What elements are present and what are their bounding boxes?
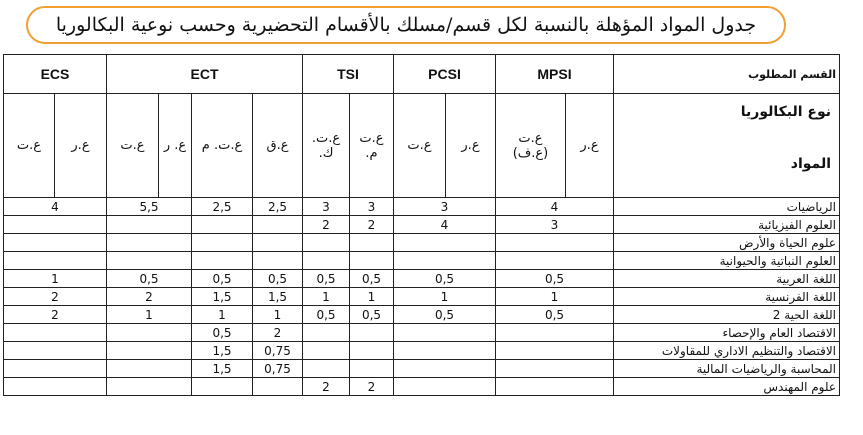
cell-ect-b: 1: [192, 306, 253, 324]
cell-mpsi: [496, 324, 614, 342]
cell-ect-c: 0,75: [253, 342, 303, 360]
subject-name: اللغة الحية 2: [614, 306, 840, 324]
section-label: القسم المطلوب: [614, 55, 840, 94]
cell-ect-a: 2: [107, 288, 192, 306]
cell-ecs: [4, 360, 107, 378]
program-ecs: ECS: [4, 55, 107, 94]
pcsi-sub-2: ع.ر: [446, 94, 496, 198]
cell-ect-b: [192, 378, 253, 396]
cell-ect-b: 0,5: [192, 270, 253, 288]
subjects-label: المواد: [790, 156, 831, 172]
cell-tsi-a: [303, 360, 350, 378]
cell-pcsi: 3: [394, 198, 496, 216]
cell-tsi-b: 0,5: [350, 306, 394, 324]
cell-pcsi: [394, 360, 496, 378]
cell-mpsi: 0,5: [496, 306, 614, 324]
subject-name: المحاسبة والرياضيات المالية: [614, 360, 840, 378]
cell-pcsi: [394, 378, 496, 396]
cell-ecs: [4, 324, 107, 342]
cell-tsi-b: [350, 342, 394, 360]
cell-ect-b: [192, 252, 253, 270]
cell-tsi-a: 1: [303, 288, 350, 306]
table-row: [4, 216, 840, 234]
cell-ect-b: 1,5: [192, 360, 253, 378]
subject-name: اللغة العربية: [614, 270, 840, 288]
cell-mpsi: [496, 378, 614, 396]
cell-ect-b: [192, 234, 253, 252]
ect-sub-1: ع.ت: [107, 94, 159, 198]
subject-name: الرياضيات: [614, 198, 840, 216]
title-text: جدول المواد المؤهلة بالنسبة لكل قسم/مسلك بالأقسام التحضيرية وحسب نوعية البكالوريا: [55, 14, 757, 36]
cell-mpsi: [496, 342, 614, 360]
cell-ect-a: [107, 360, 192, 378]
cell-ect-c: 0,75: [253, 360, 303, 378]
cell-ect-c: [253, 216, 303, 234]
cell-ect-b: 1,5: [192, 342, 253, 360]
cell-ecs: [4, 234, 107, 252]
cell-ect-c: 1: [253, 306, 303, 324]
cell-mpsi: 0,5: [496, 270, 614, 288]
cell-tsi-b: 0,5: [350, 270, 394, 288]
cell-pcsi: 4: [394, 216, 496, 234]
cell-ect-a: 5,5: [107, 198, 192, 216]
cell-tsi-b: [350, 234, 394, 252]
cell-mpsi: [496, 252, 614, 270]
table-row: [4, 252, 840, 270]
cell-ect-a: [107, 378, 192, 396]
cell-tsi-a: 2: [303, 216, 350, 234]
cell-ect-a: [107, 252, 192, 270]
program-header-row: [4, 55, 840, 94]
cell-ect-b: 2,5: [192, 198, 253, 216]
table-row: [4, 270, 840, 288]
cell-tsi-a: [303, 234, 350, 252]
cell-tsi-a: 0,5: [303, 306, 350, 324]
cell-ecs: [4, 252, 107, 270]
subject-name: العلوم الفيزيائية: [614, 216, 840, 234]
ecs-sub-1: ع.ت: [4, 94, 55, 198]
table-body: [4, 55, 840, 396]
cell-pcsi: 1: [394, 288, 496, 306]
cell-ect-b: [192, 216, 253, 234]
ect-sub-3: ع.ت. م: [192, 94, 253, 198]
program-pcsi: PCSI: [394, 55, 496, 94]
cell-ecs: [4, 378, 107, 396]
pcsi-sub-1: ع.ت: [394, 94, 446, 198]
cell-ect-c: [253, 378, 303, 396]
subject-name: علوم المهندس: [614, 378, 840, 396]
cell-ecs: 2: [4, 288, 107, 306]
table-row: [4, 324, 840, 342]
cell-tsi-b: [350, 360, 394, 378]
cell-ect-a: 0,5: [107, 270, 192, 288]
table-row: [4, 288, 840, 306]
cell-pcsi: [394, 342, 496, 360]
bac-type-label: نوع البكالوريا: [740, 104, 831, 120]
cell-mpsi: 3: [496, 216, 614, 234]
cell-ect-c: [253, 234, 303, 252]
cell-tsi-a: 0,5: [303, 270, 350, 288]
cell-tsi-b: 2: [350, 216, 394, 234]
mpsi-sub-2: ع.ر: [566, 94, 614, 198]
cell-tsi-a: [303, 324, 350, 342]
cell-ecs: 1: [4, 270, 107, 288]
bac-type-row: [4, 94, 840, 198]
cell-tsi-a: 2: [303, 378, 350, 396]
cell-ect-c: 1,5: [253, 288, 303, 306]
cell-tsi-b: [350, 252, 394, 270]
cell-pcsi: [394, 252, 496, 270]
cell-ect-b: 0,5: [192, 324, 253, 342]
cell-ect-c: 0,5: [253, 270, 303, 288]
table-row: [4, 198, 840, 216]
subject-name: الاقتصاد العام والإحصاء: [614, 324, 840, 342]
table-row: [4, 234, 840, 252]
cell-mpsi: [496, 360, 614, 378]
table-title: [26, 6, 786, 44]
mpsi-sub-1: ع.ت (ع.ف): [496, 94, 566, 198]
cell-tsi-b: 3: [350, 198, 394, 216]
cell-tsi-a: [303, 342, 350, 360]
cell-ect-b: 1,5: [192, 288, 253, 306]
cell-ect-c: 2: [253, 324, 303, 342]
table-row: [4, 360, 840, 378]
cell-ect-a: 1: [107, 306, 192, 324]
row-header-cell: [614, 94, 840, 198]
cell-pcsi: [394, 324, 496, 342]
cell-ect-a: [107, 342, 192, 360]
cell-tsi-b: 2: [350, 378, 394, 396]
ect-sub-2: ع. ر: [159, 94, 192, 198]
subject-name: اللغة الفرنسية: [614, 288, 840, 306]
cell-ect-c: 2,5: [253, 198, 303, 216]
cell-mpsi: 4: [496, 198, 614, 216]
cell-ect-c: [253, 252, 303, 270]
cell-ecs: 4: [4, 198, 107, 216]
tsi-sub-2: ع.ت م.: [350, 94, 394, 198]
cell-ecs: 2: [4, 306, 107, 324]
program-mpsi: MPSI: [496, 55, 614, 94]
cell-tsi-a: [303, 252, 350, 270]
tsi-sub-1: ع.ت. ك.: [303, 94, 350, 198]
cell-tsi-b: 1: [350, 288, 394, 306]
table-row: [4, 378, 840, 396]
ect-sub-4: ع.ق: [253, 94, 303, 198]
cell-mpsi: [496, 234, 614, 252]
cell-ect-a: [107, 234, 192, 252]
program-ect: ECT: [107, 55, 303, 94]
cell-tsi-a: 3: [303, 198, 350, 216]
cell-ect-a: [107, 324, 192, 342]
subject-name: علوم الحياة والأرض: [614, 234, 840, 252]
subjects-table: [3, 54, 840, 396]
cell-pcsi: [394, 234, 496, 252]
cell-pcsi: 0,5: [394, 306, 496, 324]
cell-ect-a: [107, 216, 192, 234]
cell-ecs: [4, 216, 107, 234]
cell-ecs: [4, 342, 107, 360]
table-row: [4, 306, 840, 324]
cell-pcsi: 0,5: [394, 270, 496, 288]
subject-name: الاقتصاد والتنظيم الاداري للمقاولات: [614, 342, 840, 360]
cell-tsi-b: [350, 324, 394, 342]
cell-mpsi: 1: [496, 288, 614, 306]
program-tsi: TSI: [303, 55, 394, 94]
ecs-sub-2: ع.ر: [55, 94, 107, 198]
table-row: [4, 342, 840, 360]
subject-name: العلوم النباتية والحيوانية: [614, 252, 840, 270]
